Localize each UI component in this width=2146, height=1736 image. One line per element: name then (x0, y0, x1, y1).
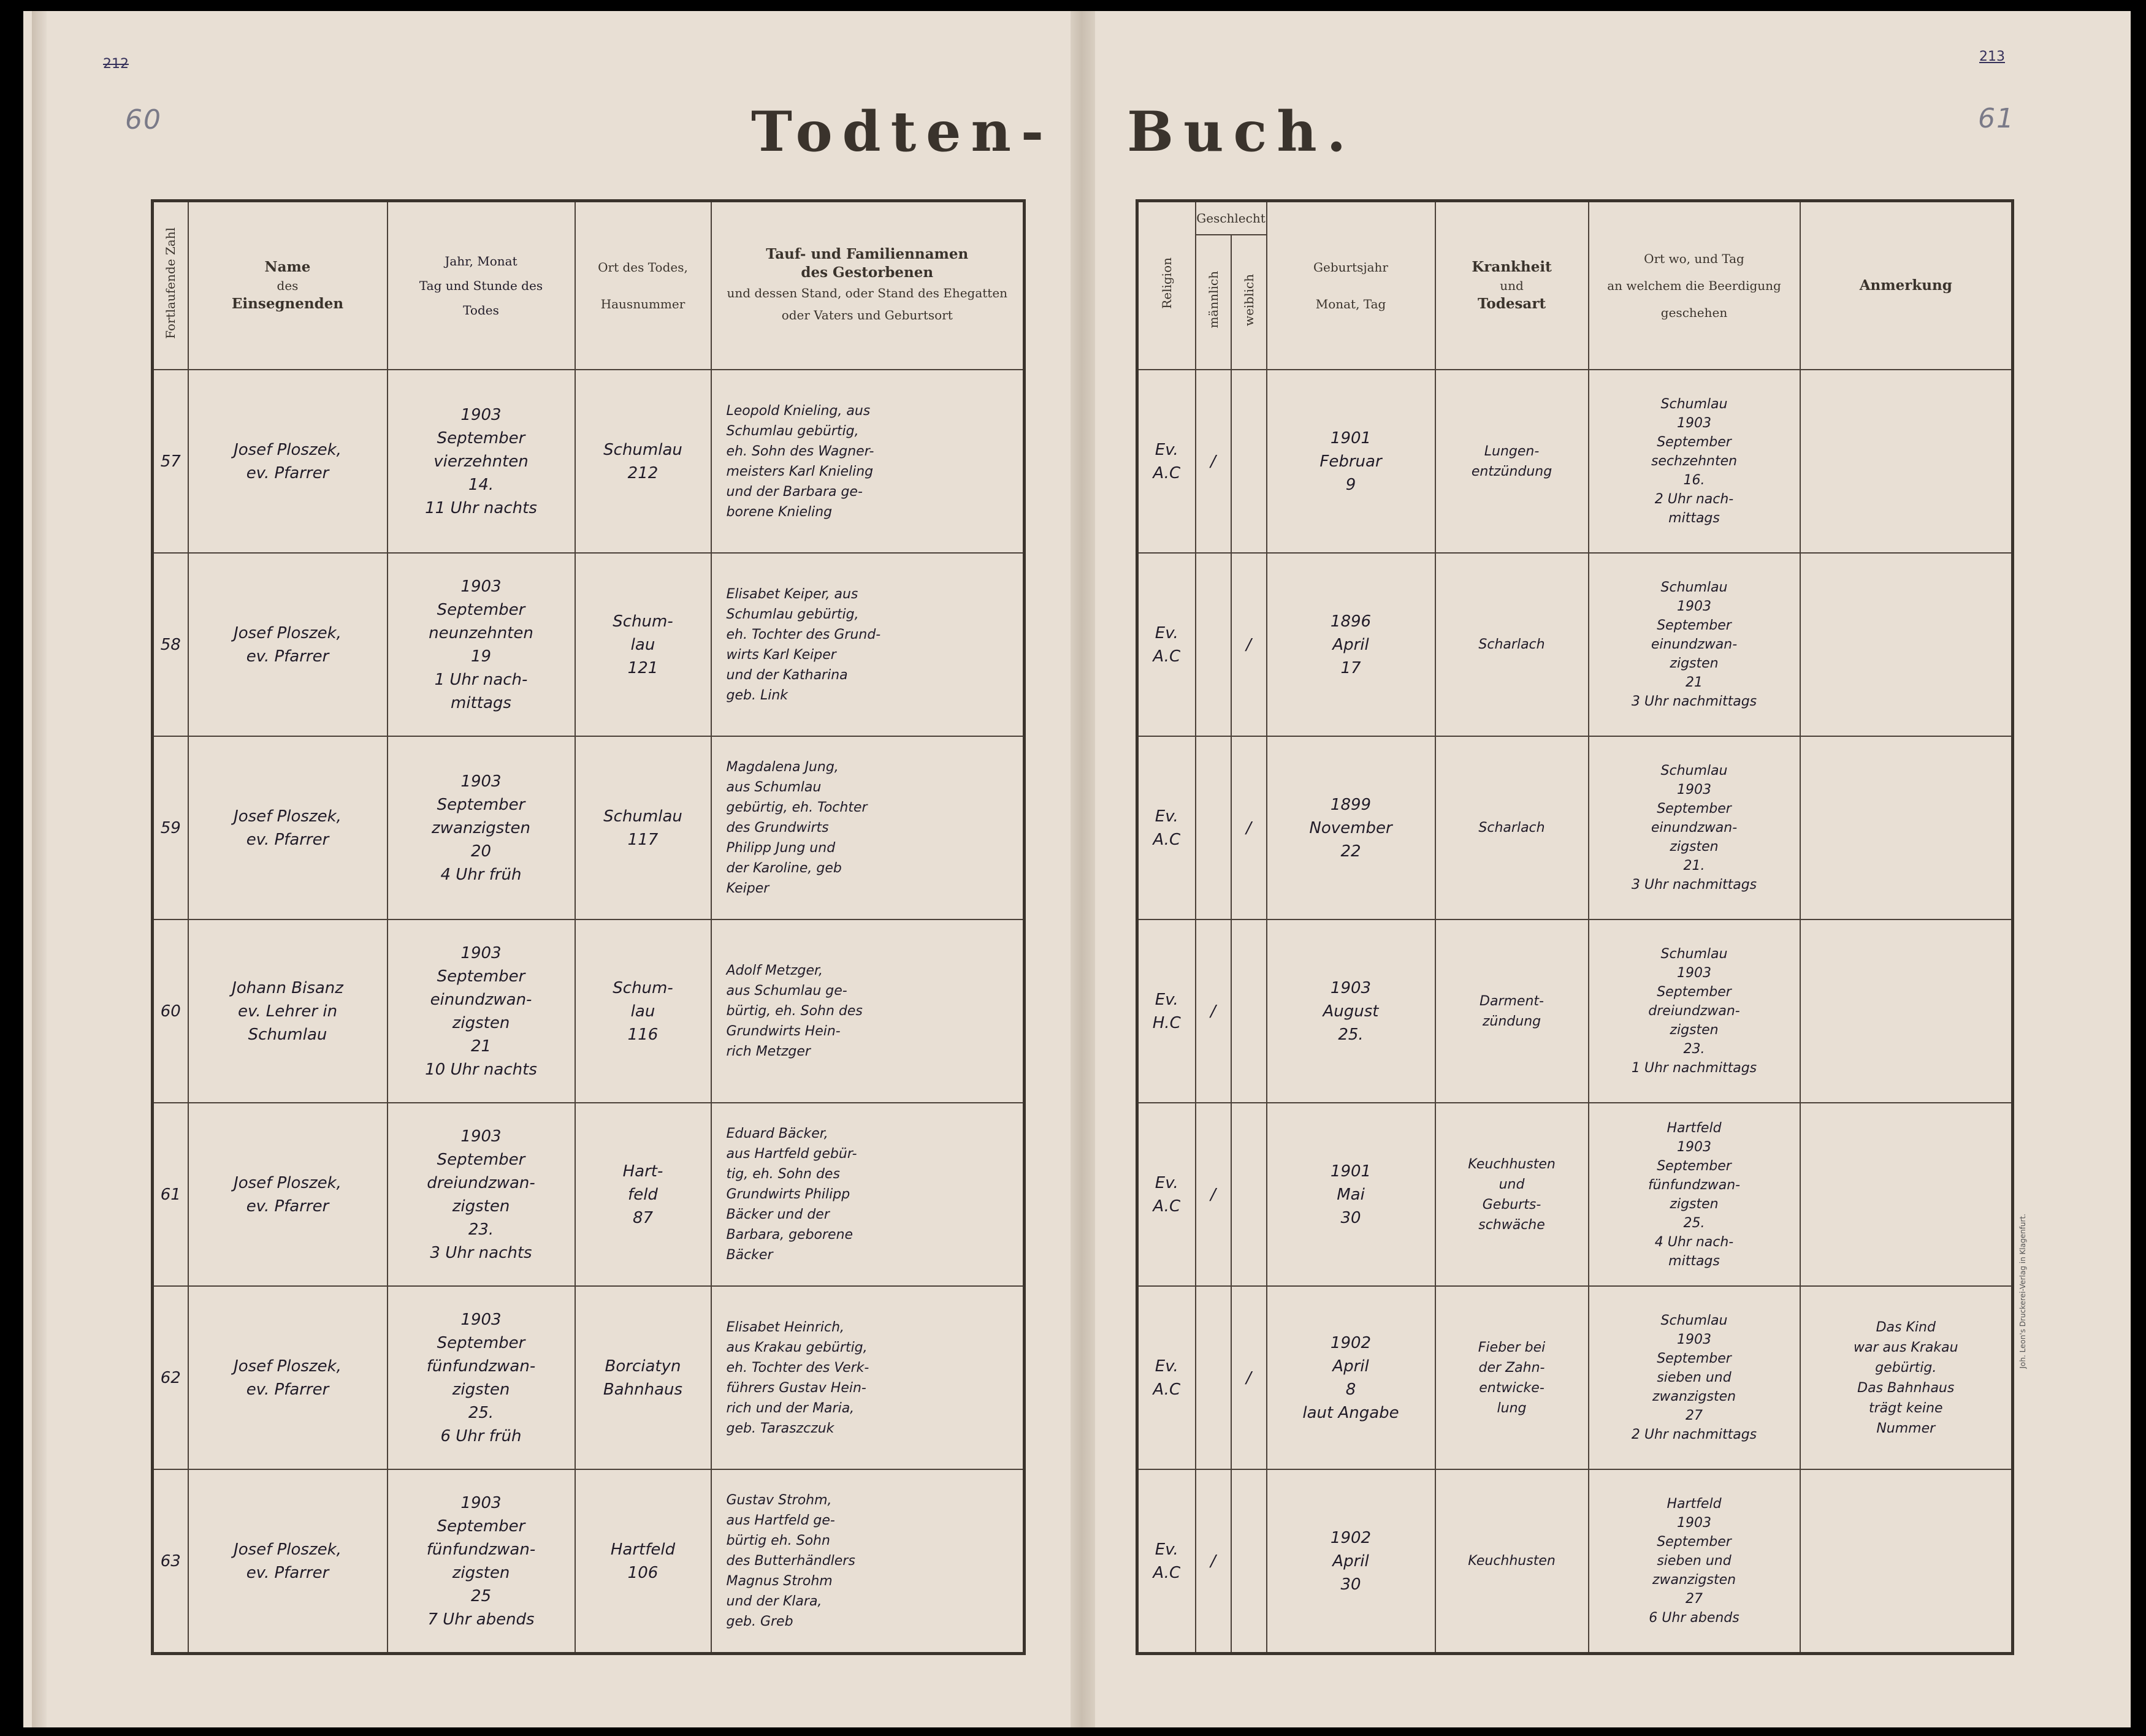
entry-female (1231, 1469, 1267, 1654)
entry-illness: Keuchhusten und Geburts- schwäche (1435, 1103, 1589, 1286)
entry-birth: 1896 April 17 (1267, 553, 1435, 736)
printer-imprint: Joh. Leon's Druckerei-Verlag in Klagenfurt. (2018, 1214, 2027, 1369)
entry-death-date: 1903 September vierzehnten 14. 11 Uhr nachts (388, 370, 575, 553)
entry-death-date: 1903 September dreiundzwan- zigsten 23. 3 Uhr nachts (388, 1103, 575, 1286)
entry-burial: Schumlau 1903 September sechzehnten 16. 2 Uhr nach- mittags (1589, 370, 1800, 553)
header-religion: Religion (1137, 201, 1196, 370)
entry-deceased: Elisabet Heinrich, aus Krakau gebürtig, eh. Tochter des Verk- führers Gustav Hein- rich und der Maria, geb. Taraszczuk (711, 1286, 1025, 1469)
entry-priest: Josef Ploszek, ev. Pfarrer (188, 736, 388, 919)
pencil-number-left: 60 (125, 104, 162, 135)
entry-illness: Scharlach (1435, 553, 1589, 736)
entry-female (1231, 1103, 1267, 1286)
entry-deceased: Gustav Strohm, aus Hartfeld ge- bürtig eh. Sohn des Butterhändlers Magnus Strohm und der Klara, geb. Greb (711, 1469, 1025, 1654)
entry-death-date: 1903 September fünfundzwan- zigsten 25 7 Uhr abends (388, 1469, 575, 1654)
header-death-date: Jahr, Monat Tag und Stunde des Todes (388, 201, 575, 370)
entry-death-date: 1903 September neunzehnten 19 1 Uhr nach- mittags (388, 553, 575, 736)
entry-row-right (1137, 1469, 2013, 1654)
entry-female: / (1231, 553, 1267, 736)
entry-deceased: Elisabet Keiper, aus Schumlau gebürtig, eh. Tochter des Grund- wirts Karl Keiper und der Katharina geb. Link (711, 553, 1025, 736)
header-place: Ort des Todes, Hausnummer (575, 201, 711, 370)
entry-deceased: Adolf Metzger, aus Schumlau ge- bürtig, eh. Sohn des Grundwirts Hein- rich Metzger (711, 919, 1025, 1103)
entry-row-left (153, 553, 1025, 736)
entry-burial: Schumlau 1903 September einundzwan- zigsten 21. 3 Uhr nachmittags (1589, 736, 1800, 919)
entry-place: Schumlau 212 (575, 370, 711, 553)
entry-religion: Ev. A.C (1137, 1469, 1196, 1654)
entry-female (1231, 919, 1267, 1103)
entry-priest: Josef Ploszek, ev. Pfarrer (188, 1286, 388, 1469)
entry-illness: Keuchhusten (1435, 1469, 1589, 1654)
entry-row-right (1137, 736, 2013, 919)
book-gutter (1071, 11, 1095, 1727)
entry-number: 57 (153, 370, 188, 553)
entry-burial: Schumlau 1903 September dreiundzwan- zigsten 23. 1 Uhr nachmittags (1589, 919, 1800, 1103)
entry-female: / (1231, 1286, 1267, 1469)
entry-number: 60 (153, 919, 188, 1103)
entry-deceased: Leopold Knieling, aus Schumlau gebürtig, eh. Sohn des Wagner- meisters Karl Knieling und der Barbara ge- borene Knieling (711, 370, 1025, 553)
entry-male: / (1196, 370, 1231, 553)
entry-birth: 1902 April 30 (1267, 1469, 1435, 1654)
entry-burial: Schumlau 1903 September einundzwan- zigsten 21 3 Uhr nachmittags (1589, 553, 1800, 736)
folio-left: 212 (103, 56, 129, 72)
entry-remark (1800, 736, 2013, 919)
entry-male (1196, 1286, 1231, 1469)
entry-deceased: Eduard Bäcker, aus Hartfeld gebür- tig, eh. Sohn des Grundwirts Philipp Bäcker und der Barbara, geborene Bäcker (711, 1103, 1025, 1286)
entry-number: 58 (153, 553, 188, 736)
entry-remark (1800, 1103, 2013, 1286)
entry-place: Schum- lau 121 (575, 553, 711, 736)
entry-illness: Fieber bei der Zahn- entwicke- lung (1435, 1286, 1589, 1469)
entry-religion: Ev. A.C (1137, 370, 1196, 553)
entry-row-left (153, 736, 1025, 919)
header-number: Fortlaufende Zahl (153, 201, 188, 370)
header-illness: Krankheit und Todesart (1435, 201, 1589, 370)
entry-remark (1800, 1469, 2013, 1654)
entry-death-date: 1903 September fünfundzwan- zigsten 25. 6 Uhr früh (388, 1286, 575, 1469)
entry-religion: Ev. A.C (1137, 553, 1196, 736)
header-gender: Geschlecht (1196, 201, 1267, 235)
entry-number: 61 (153, 1103, 188, 1286)
entry-place: Schumlau 117 (575, 736, 711, 919)
entry-place: Borciatyn Bahnhaus (575, 1286, 711, 1469)
page-edge (32, 11, 47, 1727)
entry-religion: Ev. A.C (1137, 1286, 1196, 1469)
header-burial: Ort wo, und Tag an welchem die Beerdigung geschehen (1589, 201, 1800, 370)
entry-row-right (1137, 1286, 2013, 1469)
entry-birth: 1902 April 8 laut Angabe (1267, 1286, 1435, 1469)
entry-row-left (153, 1103, 1025, 1286)
entry-place: Hartfeld 106 (575, 1469, 711, 1654)
entry-male: / (1196, 1469, 1231, 1654)
entry-deceased: Magdalena Jung, aus Schumlau gebürtig, eh. Tochter des Grundwirts Philipp Jung und der Karoline, geb Keiper (711, 736, 1025, 919)
header-birth: Geburtsjahr Monat, Tag (1267, 201, 1435, 370)
entry-religion: Ev. A.C (1137, 1103, 1196, 1286)
entry-row-right (1137, 919, 2013, 1103)
entry-male: / (1196, 1103, 1231, 1286)
header-male: männlich (1196, 235, 1231, 370)
entry-remark (1800, 370, 2013, 553)
entry-number: 59 (153, 736, 188, 919)
entry-priest: Josef Ploszek, ev. Pfarrer (188, 553, 388, 736)
entry-row-right (1137, 1103, 2013, 1286)
entry-priest: Josef Ploszek, ev. Pfarrer (188, 1103, 388, 1286)
folio-right: 213 (1979, 49, 2005, 64)
entry-row-right (1137, 370, 2013, 553)
header-priest: Name des Einsegnenden (188, 201, 388, 370)
title-left: Todten- (751, 99, 1054, 164)
entry-priest: Josef Ploszek, ev. Pfarrer (188, 370, 388, 553)
entry-birth: 1901 Mai 30 (1267, 1103, 1435, 1286)
entry-burial: Hartfeld 1903 September fünfundzwan- zigsten 25. 4 Uhr nach- mittags (1589, 1103, 1800, 1286)
entry-birth: 1901 Februar 9 (1267, 370, 1435, 553)
entry-male (1196, 553, 1231, 736)
entry-row-right (1137, 553, 2013, 736)
entry-illness: Darment- zündung (1435, 919, 1589, 1103)
entry-male (1196, 736, 1231, 919)
entry-number: 62 (153, 1286, 188, 1469)
entry-row-left (153, 1469, 1025, 1654)
entry-remark (1800, 553, 2013, 736)
pencil-number-right: 61 (1978, 103, 2015, 134)
right-register-table (1136, 199, 2014, 1655)
entry-place: Hart- feld 87 (575, 1103, 711, 1286)
entry-row-left (153, 919, 1025, 1103)
entry-remark: Das Kind war aus Krakau gebürtig. Das Bahnhaus trägt keine Nummer (1800, 1286, 2013, 1469)
entry-female: / (1231, 736, 1267, 919)
entry-female (1231, 370, 1267, 553)
left-register-table (151, 199, 1026, 1655)
entry-male: / (1196, 919, 1231, 1103)
header-deceased: Tauf- und Familiennamen des Gestorbenen und dessen Stand, oder Stand des Ehegatten oder Vaters und Geburtsort (711, 201, 1025, 370)
entry-place: Schum- lau 116 (575, 919, 711, 1103)
entry-death-date: 1903 September einundzwan- zigsten 21 10 Uhr nachts (388, 919, 575, 1103)
entry-priest: Johann Bisanz ev. Lehrer in Schumlau (188, 919, 388, 1103)
entry-birth: 1903 August 25. (1267, 919, 1435, 1103)
left-header-row (153, 201, 1025, 370)
entry-religion: Ev. H.C (1137, 919, 1196, 1103)
entry-birth: 1899 November 22 (1267, 736, 1435, 919)
entry-priest: Josef Ploszek, ev. Pfarrer (188, 1469, 388, 1654)
entry-religion: Ev. A.C (1137, 736, 1196, 919)
header-remark: Anmerkung (1800, 201, 2013, 370)
entry-row-left (153, 1286, 1025, 1469)
entry-burial: Hartfeld 1903 September sieben und zwanzigsten 27 6 Uhr abends (1589, 1469, 1800, 1654)
entry-number: 63 (153, 1469, 188, 1654)
entry-illness: Scharlach (1435, 736, 1589, 919)
entry-illness: Lungen- entzündung (1435, 370, 1589, 553)
entry-burial: Schumlau 1903 September sieben und zwanzigsten 27 2 Uhr nachmittags (1589, 1286, 1800, 1469)
entry-death-date: 1903 September zwanzigsten 20 4 Uhr früh (388, 736, 575, 919)
entry-row-left (153, 370, 1025, 553)
header-female: weiblich (1231, 235, 1267, 370)
entry-remark (1800, 919, 2013, 1103)
title-right: Buch. (1127, 99, 1356, 164)
right-header-row (1137, 201, 2013, 235)
